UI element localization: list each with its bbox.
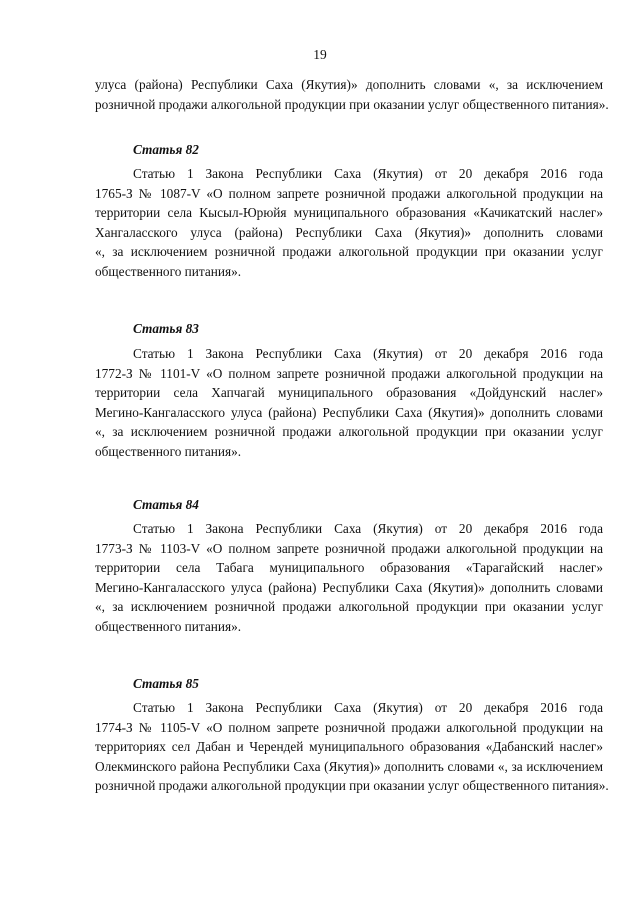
article-paragraph	[95, 698, 609, 796]
paragraph-line: Статью 1 Закона Республики Саха (Якутия) от 20 декабря 2016 года	[133, 521, 603, 536]
page-number: 19	[313, 47, 327, 62]
paragraph-line: 1765-З № 1087-V «О полном запрете розничной продажи алкогольной продукции на	[95, 185, 603, 201]
paragraph-line: розничной продажи алкогольной продукции при оказании услуг общественного питания».	[95, 778, 609, 793]
article-paragraph	[95, 164, 603, 281]
paragraph-line: розничной продажи алкогольной продукции при оказании услуг общественного питания».	[95, 96, 609, 112]
paragraph-line: территориях сел Дабан и Черендей муниципального образования «Дабанский наслег»	[95, 739, 603, 754]
paragraph-line: Олекминского района Республики Саха (Якутия)» дополнить словами «, за исключением	[95, 758, 603, 774]
paragraph-line: «, за исключением розничной продажи алкогольной продукции при оказании услуг	[95, 424, 603, 439]
article-paragraph	[95, 519, 603, 636]
paragraph-line: «, за исключением розничной продажи алкогольной продукции при оказании услуг	[95, 599, 603, 614]
article-paragraph	[95, 344, 603, 461]
paragraph-line: 1774-З № 1105-V «О полном запрете розничной продажи алкогольной продукции на	[95, 719, 603, 735]
intro-paragraph	[95, 75, 609, 114]
article-heading: Статья 85	[133, 676, 199, 691]
paragraph-line: территории села Хапчагай муниципального образования «Дойдунский наслег»	[95, 385, 603, 400]
article-heading: Статья 82	[133, 142, 199, 157]
paragraph-line: Хангаласского улуса (района) Республики Саха (Якутия)» дополнить словами	[95, 224, 603, 240]
paragraph-line: Статью 1 Закона Республики Саха (Якутия) от 20 декабря 2016 года	[133, 166, 603, 181]
paragraph-line: улуса (района) Республики Саха (Якутия)» дополнить словами «, за исключением	[95, 77, 603, 92]
paragraph-line: Статью 1 Закона Республики Саха (Якутия) от 20 декабря 2016 года	[133, 346, 603, 361]
paragraph-line: 1772-З № 1101-V «О полном запрете розничной продажи алкогольной продукции на	[95, 365, 603, 381]
article-heading: Статья 83	[133, 321, 199, 336]
paragraph-line: Мегино-Кангаласского улуса (района) Республики Саха (Якутия)» дополнить словами	[95, 404, 603, 420]
paragraph-line: территории села Кысыл-Юрюйя муниципального образования «Качикатский наслег»	[95, 205, 603, 220]
paragraph-line: общественного питания».	[95, 618, 242, 634]
paragraph-line: «, за исключением розничной продажи алкогольной продукции при оказании услуг	[95, 244, 603, 259]
paragraph-line: территории села Табага муниципального образования «Тарагайский наслег»	[95, 560, 603, 575]
paragraph-line: общественного питания».	[95, 263, 242, 279]
article-heading: Статья 84	[133, 497, 199, 512]
paragraph-line: Мегино-Кангаласского улуса (района) Республики Саха (Якутия)» дополнить словами	[95, 579, 603, 595]
paragraph-line: общественного питания».	[95, 443, 242, 459]
paragraph-line: 1773-З № 1103-V «О полном запрете розничной продажи алкогольной продукции на	[95, 540, 603, 556]
paragraph-line: Статью 1 Закона Республики Саха (Якутия) от 20 декабря 2016 года	[133, 700, 603, 715]
